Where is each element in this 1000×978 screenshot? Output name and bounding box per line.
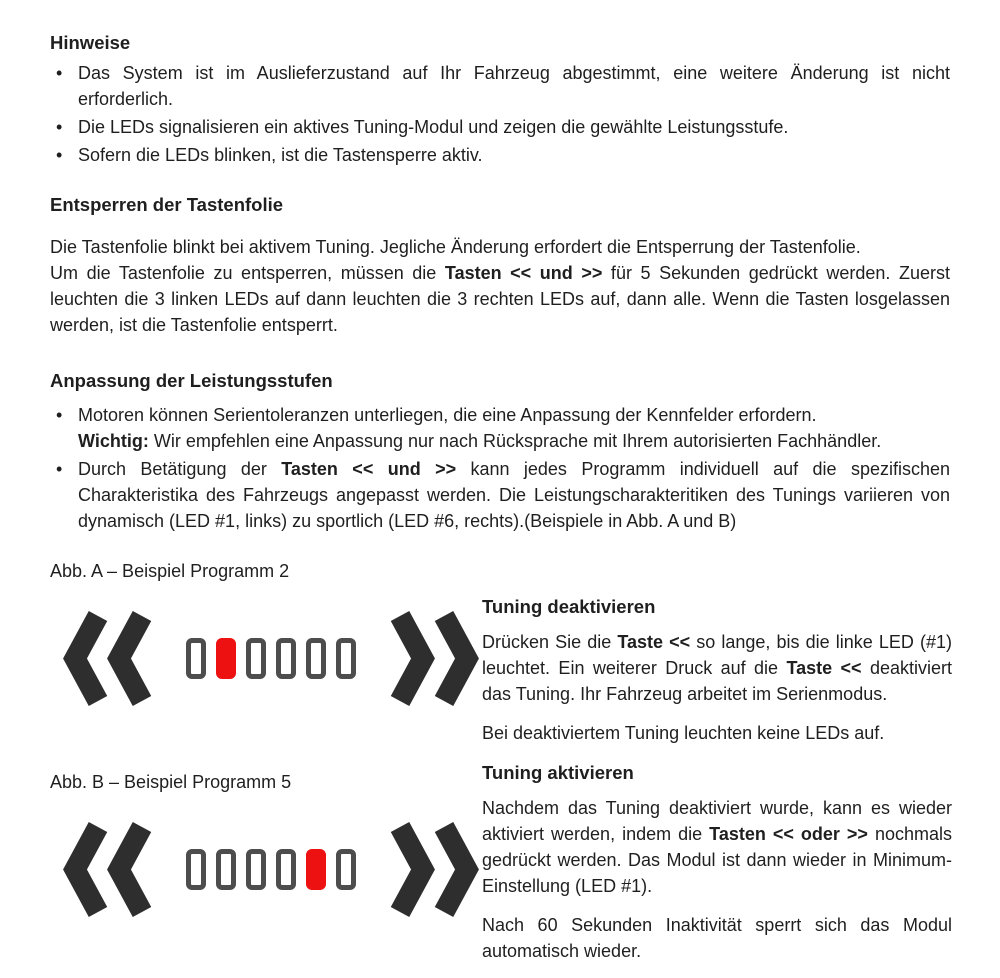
list-item: [50, 402, 950, 454]
led-1: [186, 638, 206, 679]
led-6: [336, 638, 356, 679]
bullet-text: [78, 402, 950, 454]
deact-paragraph-1: Drücken Sie die Taste << so lange, bis die linke LED (#1) leuchtet. Ein weiterer Druck auf die Taste << deaktiviert das Tuning. Ihr Fahrzeug arbeitet im Serienmodus.: [482, 632, 952, 704]
led-row: [186, 638, 356, 679]
bullet-line: Motoren können Serientoleranzen unterliegen, die eine Anpassung der Kennfelder erfordern.: [78, 405, 817, 425]
list-item: [50, 60, 950, 112]
led-row: [186, 849, 356, 890]
figure-a-led-panel: [62, 611, 490, 706]
heading-tuning-deaktivieren: Tuning deaktivieren: [482, 596, 656, 617]
bullet-text: Sofern die LEDs blinken, ist die Tastensperre aktiv.: [78, 145, 483, 165]
entsperren-line1: Die Tastenfolie blinkt bei aktivem Tuning. Jegliche Änderung erfordert die Entsperrung der Tastenfolie.: [50, 237, 861, 257]
list-item: [50, 456, 950, 534]
double-chevron-right-icon: [380, 822, 480, 917]
led-1: [186, 849, 206, 890]
led-4: [276, 638, 296, 679]
double-chevron-left-icon: [62, 822, 162, 917]
bullet-text: Das System ist im Auslieferzustand auf Ihr Fahrzeug abgestimmt, eine weitere Änderung ist nicht erforderlich.: [78, 63, 950, 109]
led-2-active: [216, 638, 236, 679]
bullet-marker: •: [56, 459, 63, 479]
figure-a-caption: Abb. A – Beispiel Programm 2: [50, 561, 290, 581]
bullet-text: Durch Betätigung der Tasten << und >> kann jedes Programm individuell auf die spezifischen Charakteristika des Fahrzeugs angepasst werden. Die Leistungscharakteritiken des Tunings variieren von dynamisch (LED #1, links) zu sportlich (LED #6, rechts).(Beispiele in Abb. A und B): [78, 459, 950, 531]
double-chevron-left-icon: [62, 611, 162, 706]
act-paragraph-1: Nachdem das Tuning deaktiviert wurde, kann es wieder aktiviert werden, indem die Tasten << oder >> nochmals gedrückt werden. Das Modul ist dann wieder in Minimum-Einstellung (LED #1).: [482, 798, 952, 896]
led-2: [216, 849, 236, 890]
bullet-text: Die LEDs signalisieren ein aktives Tuning-Modul und zeigen die gewählte Leistungsstufe.: [78, 117, 789, 137]
led-3: [246, 638, 266, 679]
led-6: [336, 849, 356, 890]
section-title-entsperren: Entsperren der Tastenfolie: [50, 194, 284, 215]
hinweise-bullet-list: [50, 60, 950, 168]
list-item: [50, 114, 950, 140]
anpassung-bullet-list: [50, 402, 950, 534]
act-paragraph-2: Nach 60 Sekunden Inaktivität sperrt sich das Modul automatisch wieder.: [482, 915, 952, 961]
instructions-column: [482, 594, 952, 964]
double-chevron-right-icon: [380, 611, 480, 706]
figure-b-caption: Abb. B – Beispiel Programm 5: [50, 772, 292, 792]
led-5: [306, 638, 326, 679]
bullet-marker: •: [56, 145, 63, 165]
bullet-marker: •: [56, 405, 63, 425]
figures-column: [50, 558, 490, 917]
figures-and-instructions: [50, 558, 950, 978]
deact-paragraph-2: Bei deaktiviertem Tuning leuchten keine LEDs auf.: [482, 723, 885, 743]
entsperren-paragraph: Um die Tastenfolie zu entsperren, müssen die Tasten << und >> für 5 Sekunden gedrückt werden. Zuerst leuchten die 3 linken LEDs auf dann leuchten die 3 rechten LEDs auf, dann alle. Wenn die Tasten losgelassen werden, ist die Tastenfolie entsperrt.: [50, 263, 950, 335]
list-item: [50, 142, 950, 168]
led-3: [246, 849, 266, 890]
bullet-marker: •: [56, 63, 63, 83]
bullet-line: Wichtig: Wir empfehlen eine Anpassung nur nach Rücksprache mit Ihrem autorisierten Fachhändler.: [78, 431, 882, 451]
heading-tuning-aktivieren: Tuning aktivieren: [482, 762, 634, 783]
section-title-hinweise: Hinweise: [50, 32, 131, 53]
led-5-active: [306, 849, 326, 890]
section-title-anpassung: Anpassung der Leistungsstufen: [50, 370, 333, 391]
bullet-marker: •: [56, 117, 63, 137]
figure-b-led-panel: [62, 822, 490, 917]
led-4: [276, 849, 296, 890]
